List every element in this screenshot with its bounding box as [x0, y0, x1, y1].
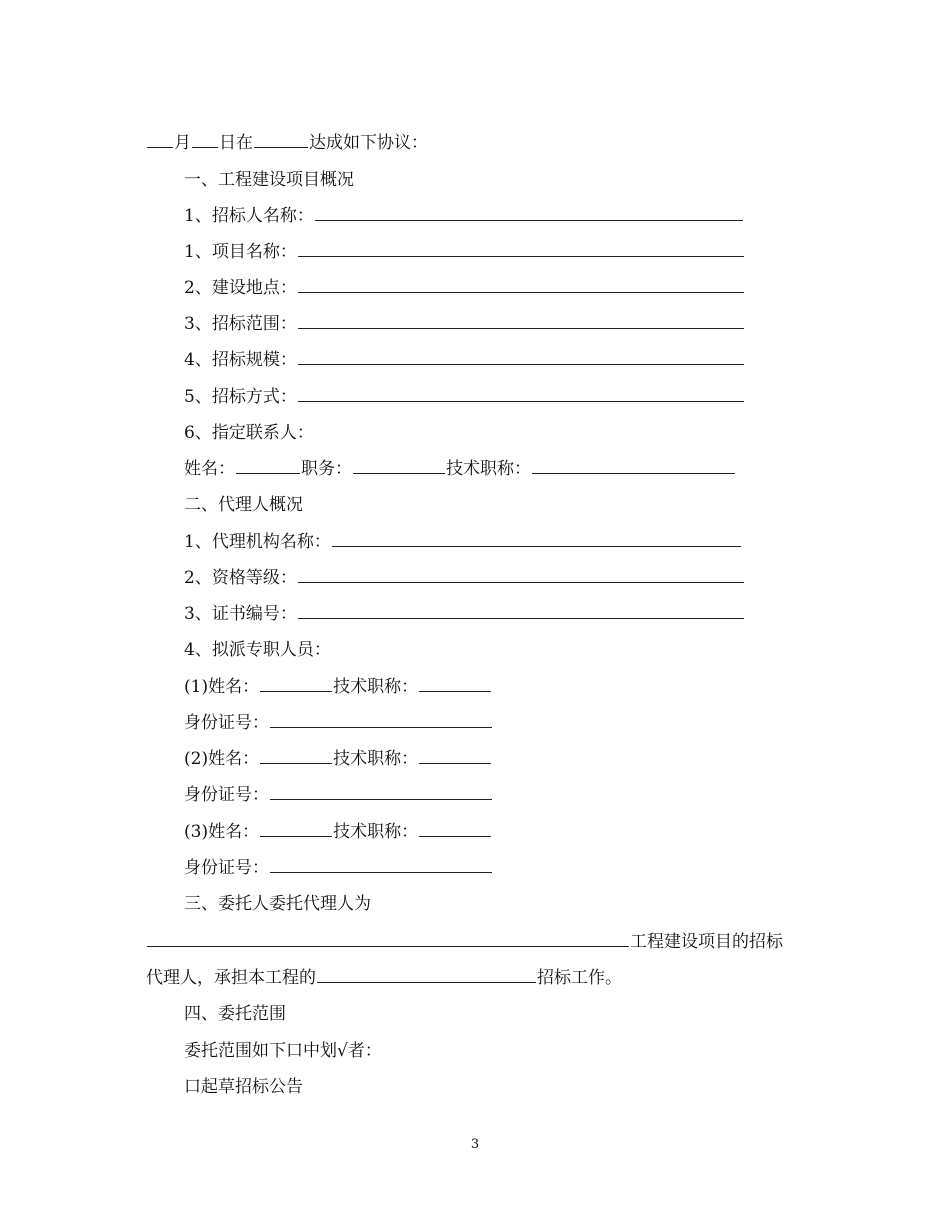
- project-name-line: [184, 234, 950, 270]
- contact-name-blank: [236, 451, 300, 474]
- tenderer-name-label: 1、招标人名称：: [184, 206, 314, 226]
- person-2-id-blank: [270, 777, 492, 800]
- agency-name-line: [184, 524, 950, 560]
- cert-label: 3、证书编号：: [184, 604, 297, 624]
- person-1-id-label: 身份证号：: [184, 713, 269, 733]
- location-blank: [298, 270, 744, 293]
- person-1-line: [184, 669, 950, 705]
- page-number: 3: [470, 1137, 480, 1152]
- cert-blank: [298, 596, 744, 619]
- tenderer-name-blank: [315, 198, 743, 221]
- contact-detail-line: [184, 451, 950, 487]
- agency-name-label: 1、代理机构名称：: [184, 532, 331, 552]
- scope-line: [184, 306, 950, 342]
- section-2-title: 二、代理人概况: [184, 495, 303, 515]
- agency-name-blank: [332, 524, 741, 547]
- section-3-title: 三、委托人委托代理人为: [184, 894, 371, 914]
- contact-post-label: 职务：: [301, 459, 352, 479]
- person-1-id-blank: [270, 705, 492, 728]
- person-2-line: [184, 741, 950, 777]
- grade-label: 2、资格等级：: [184, 568, 297, 588]
- year-blank: [147, 125, 173, 148]
- person-2-title-blank: [419, 741, 491, 764]
- person-3-name-label: (3)姓名：: [184, 822, 260, 842]
- scale-label: 4、招标规模：: [184, 350, 297, 370]
- grade-line: [184, 560, 950, 596]
- person-3-line: [184, 814, 950, 850]
- person-2-id-line: [184, 777, 950, 813]
- grade-blank: [298, 560, 744, 583]
- person-1-title-blank: [419, 669, 491, 692]
- person-3-name-blank: [260, 814, 332, 837]
- scope-blank: [298, 306, 744, 329]
- section-3-line-1: [146, 924, 950, 960]
- location-line: [184, 270, 950, 306]
- work-type-blank: [317, 960, 536, 983]
- person-3-title-blank: [419, 814, 491, 837]
- cert-line: [184, 596, 950, 632]
- project-name-label: 1、项目名称：: [184, 242, 297, 262]
- section-3-line-1-tail: 工程建设项目的招标: [630, 932, 783, 952]
- place-blank: [254, 125, 308, 148]
- method-label: 5、招标方式：: [184, 387, 297, 407]
- contact-post-blank: [353, 451, 445, 474]
- section-3-line-2: [146, 960, 950, 996]
- section-1-title: 一、工程建设项目概况: [184, 170, 354, 190]
- scope-label: 3、招标范围：: [184, 314, 297, 334]
- person-3-id-blank: [270, 850, 492, 873]
- project-name-blank: [298, 234, 744, 257]
- project-name-long-blank: [147, 924, 629, 947]
- person-1-title-label: 技术职称：: [333, 677, 419, 697]
- date-day-label: 日在: [219, 133, 253, 153]
- person-1-name-label: (1)姓名：: [184, 677, 260, 697]
- contact-name-label: 姓名：: [184, 459, 235, 479]
- day-blank: [192, 125, 218, 148]
- person-1-name-blank: [260, 669, 332, 692]
- person-3-id-label: 身份证号：: [184, 858, 269, 878]
- person-1-id-line: [184, 705, 950, 741]
- tenderer-name-line: [184, 198, 950, 234]
- section-3-line-2-head: 代理人，承担本工程的: [146, 968, 316, 988]
- method-line: [184, 379, 950, 415]
- person-3-title-label: 技术职称：: [333, 822, 419, 842]
- person-2-name-blank: [260, 741, 332, 764]
- contact-title-label: 技术职称：: [446, 459, 531, 479]
- contact-title-blank: [532, 451, 735, 474]
- scale-blank: [298, 342, 744, 365]
- person-3-id-line: [184, 850, 950, 886]
- person-2-id-label: 身份证号：: [184, 785, 269, 805]
- agreement-date-line: [146, 125, 950, 161]
- staff-line: 4、拟派专职人员：: [184, 640, 331, 660]
- location-label: 2、建设地点：: [184, 278, 297, 298]
- method-blank: [298, 379, 744, 402]
- section-4-title: 四、委托范围: [184, 1004, 286, 1024]
- section-3-line-2-tail: 招标工作。: [537, 968, 622, 988]
- section-4-instruction: 委托范围如下口中划√者：: [184, 1041, 382, 1061]
- date-month-label: 月: [174, 133, 191, 153]
- date-tail-label: 达成如下协议：: [309, 133, 428, 153]
- section-4-item-1: 口起草招标公告: [184, 1077, 303, 1097]
- person-2-name-label: (2)姓名：: [184, 749, 260, 769]
- person-2-title-label: 技术职称：: [333, 749, 419, 769]
- contact-line: 6、指定联系人：: [184, 423, 314, 443]
- scale-line: [184, 342, 950, 378]
